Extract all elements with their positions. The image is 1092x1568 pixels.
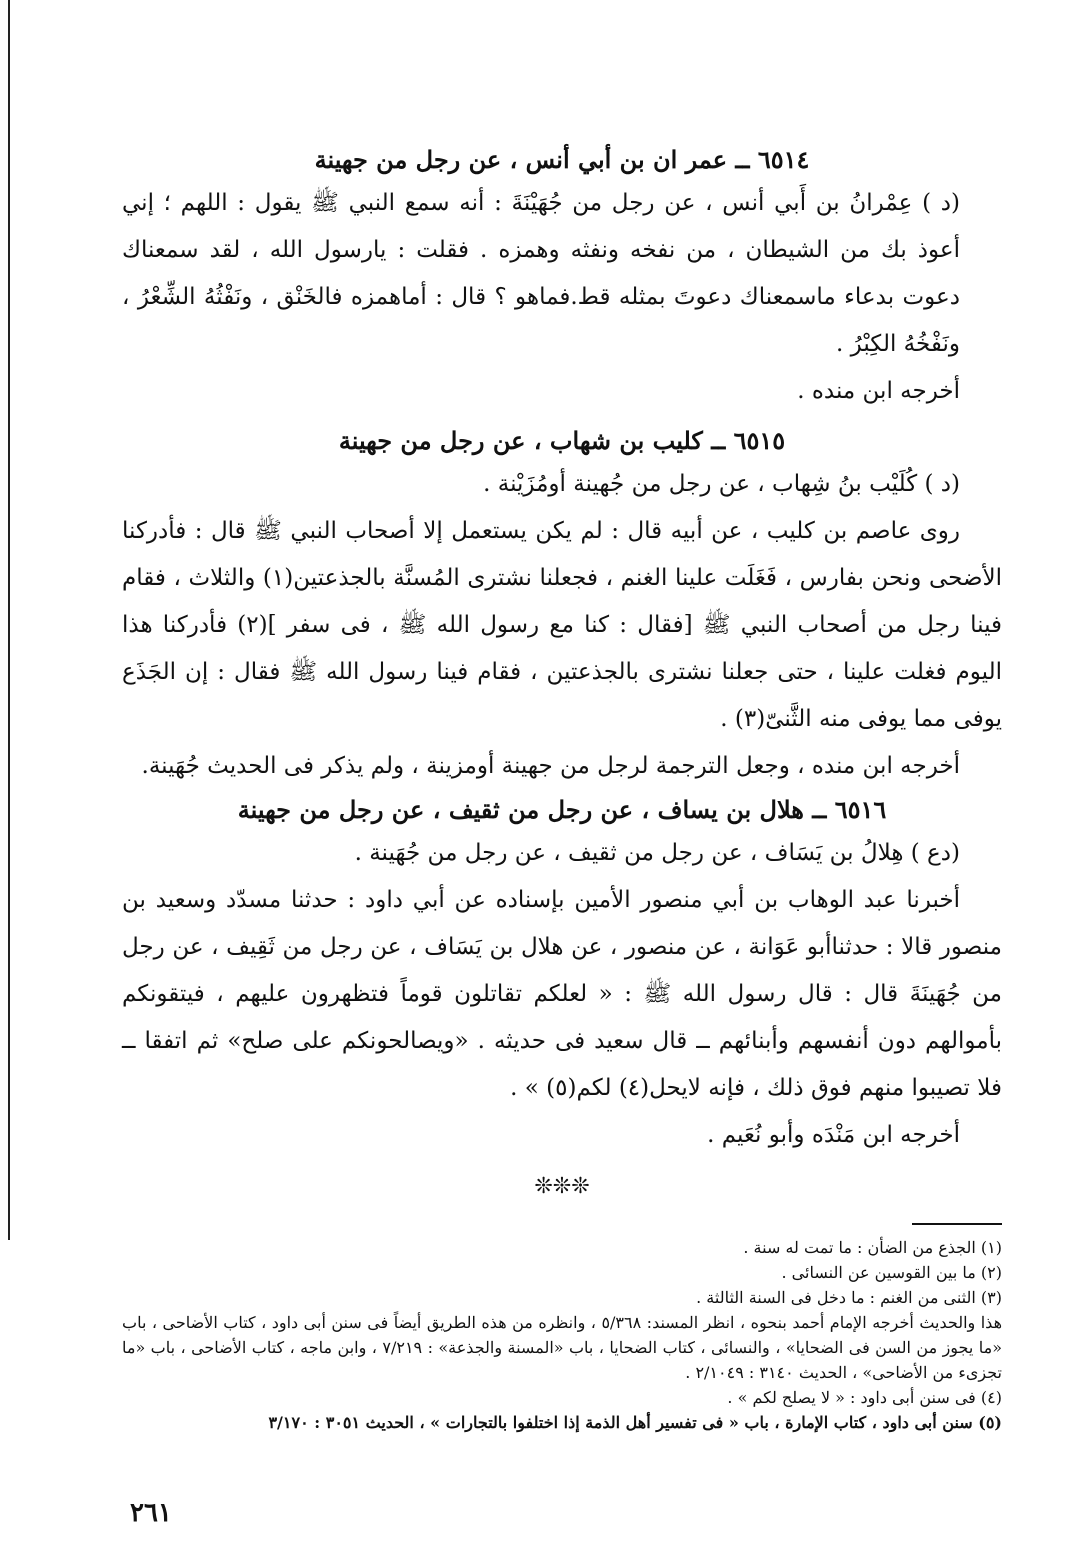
footnote-rule <box>912 1223 1002 1225</box>
page-body <box>122 140 1002 1435</box>
footnote: (٣) الثنى من الغنم : ما دخل فى السنة الثالثة . <box>696 1288 1002 1307</box>
entry-paragraph: أخرجه ابن مَنْدَه وأبو نُعَيم . <box>707 1122 960 1148</box>
footnote: (٢) ما بين القوسين عن النسائى . <box>781 1263 1002 1282</box>
footnote: (١) الجذع من الضأن : ما تمت له سنة . <box>743 1238 1002 1257</box>
entry-6514 <box>122 140 1002 415</box>
page-number: ٢٦١ <box>130 1498 172 1528</box>
entry-paragraph: أخرجه ابن منده ، وجعل الترجمة لرجل من جهينة أومزينة ، ولم يذكر فى الحديث جُهَينة. <box>141 753 960 779</box>
entry-intro: (د ) كُلَيْب بنُ شِهاب ، عن رجل من جُهينة أومُزَيْنة . <box>483 471 960 497</box>
footnotes <box>122 1235 1002 1435</box>
entry-heading: ٦٥١٥ ــ كليب بن شهاب ، عن رجل من جهينة <box>338 426 786 455</box>
entry-heading: ٦٥١٦ ــ هلال بن يساف ، عن رجل من ثقيف ، عن رجل من جهينة <box>237 795 887 824</box>
entry-6516 <box>122 790 1002 1159</box>
entry-intro: (دع ) هِلالُ بن يَسَاف ، عن رجل من ثقيف ، عن رجل من جُهَينة . <box>354 840 960 866</box>
margin-rule <box>8 0 10 1240</box>
entry-paragraph: أخبرنا عبد الوهاب بن أبي منصور الأمين بإسناده عن أبي داود : حدثنا مسدّد وسعيد بن منصور قالا : حدثناأبو عَوَانة ، عن منصور ، عن هلال بن يَسَاف ، عن رجل من ثَقِيف ، عن رجل من جُهَينَةَ قال : قال رسول الله ﷺ : « لعلكم تقاتلون قوماً فتظهرون عليهم ، فيتقونكم بأموالهم دون أنفسهم وأبنائهم ــ قال سعيد فى حديثه . «ويصالحونكم على صلح» ثم اتفقا ــ فلا تصيبوا منهم فوق ذلك ، فإنه لايحل(٤) لكم(٥) » . <box>122 887 1002 1101</box>
footnote: (٤) فى سنن أبى داود : « لا يصلح لكم » . <box>727 1388 1002 1407</box>
footnote-note: هذا والحديث أخرجه الإمام أحمد بنحوه ، انظر المسند: ٥/٣٦٨ ، وانظره من هذه الطريق أيضاً فى سنن أبى داود ، كتاب الأضاحى ، باب «ما يجوز من السن فى الضحايا» ، والنسائى ، كتاب الضحايا ، باب «المسنة والجذعة» : ٧/٢١٩ ، وابن ماجه ، كتاب الأضاحى ، باب «ما تجزىء من الأضاحى» ، الحديث ٣١٤٠ : ٢/١٠٤٩ . <box>122 1313 1003 1382</box>
footnote: (٥) سنن أبى داود ، كتاب الإمارة ، باب « فى تفسير أهل الذمة إذا اختلفوا بالتجارات » ، الحديث ٣٠٥١ : ٣/١٧٠ <box>268 1413 1002 1432</box>
section-separator: ❊❊❊ <box>534 1174 590 1199</box>
entry-heading: ٦٥١٤ ــ عمر ان بن أبي أنس ، عن رجل من جهينة <box>314 145 810 174</box>
entry-paragraph: روى عاصم بن كليب ، عن أبيه قال : لم يكن يستعمل إلا أصحاب النبي ﷺ قال : فأدركنا الأضحى ونحن بفارس ، فَغَلَت علينا الغنم ، فجعلنا نشترى المُسنَّة بالجذعتين(١) والثلاث ، فقام فينا رجل من أصحاب النبي ﷺ [فقال : كنا مع رسول الله ﷺ ، فى سفر ](٢) فأدركنا هذا اليوم فغلت علينا ، حتى جعلنا نشترى بالجذعتين ، فقام فينا رسول الله ﷺ فقال : إن الجَذَع يوفى مما يوفى منه الثَّنىّ(٣) . <box>122 518 1003 732</box>
entry-intro: (د ) عِمْرانُ بن أَبي أنس ، عن رجل من جُهَيْنَةَ : أنه سمع النبي ﷺ يقول : اللهم ؛ إني أعوذ بك من الشيطان ، من نفخه ونفثه وهمزه . فقلت : يارسول الله ، لقد سمعناك دعوت بدعاء ماسمعناك دعوتَ بمثله قط.فماهو ؟ قال : أماهمزه فالخَنْق ، ونَفْثُهُ الشِّعْرُ ، ونَفْخُهُ الكِبْرُ . <box>122 190 960 357</box>
entry-6515 <box>122 421 1002 790</box>
entry-paragraph: أخرجه ابن منده . <box>797 378 960 404</box>
